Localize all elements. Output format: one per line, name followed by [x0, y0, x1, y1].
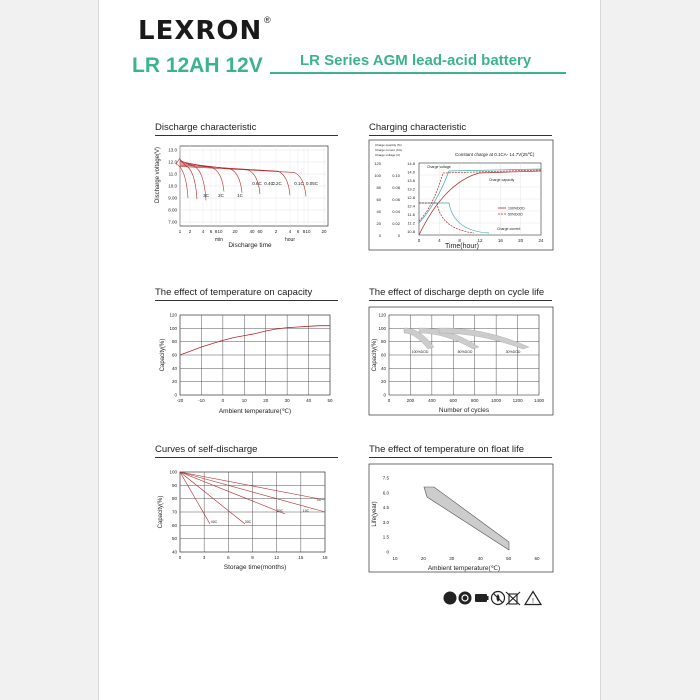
- charging-ytick-current: 0.04: [392, 209, 400, 214]
- temp-capacity-ylabel: Capacity(%): [160, 338, 166, 372]
- temp-capacity-xlabel: Ambient temperature(℃): [218, 408, 292, 415]
- temp-capacity-xtick: -20: [176, 398, 184, 403]
- cycle-life-band-label: 100%DOD: [411, 350, 429, 354]
- charging-ytick-current: 0.02: [392, 221, 400, 226]
- discharge-rate-label: 0.2C: [272, 181, 282, 186]
- series-title: LR Series AGM lead-acid battery: [300, 52, 532, 69]
- self-discharge-xtick: 6: [227, 555, 230, 560]
- discharge-xtick: 8: [302, 229, 306, 234]
- float-life-xlabel: Ambient temperature(℃): [427, 565, 501, 572]
- discharge-ytick: 7.00: [168, 219, 177, 225]
- float-life-chart: [367, 462, 557, 574]
- charging-ytick-voltage: 12.4: [407, 203, 415, 209]
- no-fire-icon: [492, 592, 505, 605]
- self-discharge-ytick: 90: [171, 482, 177, 488]
- temp-capacity-xtick: 20: [263, 398, 269, 403]
- svg-text:!: !: [532, 598, 534, 605]
- discharge-title: Discharge characteristic: [155, 122, 257, 133]
- cycle-life-ytick: 80: [380, 339, 386, 345]
- discharge-ytick: 11.0: [168, 171, 177, 177]
- charging-ytick-current: 0.08: [392, 185, 400, 190]
- temp-capacity-xtick: -10: [198, 398, 205, 403]
- charging-ytick-current: 0.06: [392, 197, 400, 202]
- label-charge-current: Charge current: [497, 227, 521, 231]
- discharge-xtick: 2: [274, 229, 278, 234]
- cycle-life-band-label: 50%DOD: [457, 350, 473, 354]
- charging-xtick: 12: [477, 238, 483, 243]
- discharge-rate-label: 0.4C: [264, 181, 274, 186]
- cycle-life-xtick: 1200: [512, 398, 523, 403]
- charging-title: Charging characteristic: [369, 122, 467, 133]
- charging-ytick-voltage: 11.2: [407, 220, 415, 226]
- float-life-xtick: 40: [477, 556, 483, 561]
- charging-ytick-current: 0: [397, 233, 400, 238]
- charging-ytick-qty: 80: [376, 185, 381, 190]
- discharge-xtick: 60: [257, 229, 263, 234]
- discharge-ylabel: Discharge voltage(V): [155, 146, 161, 204]
- charging-note: Constant charge at 0.1CA- 14.7V(25℃): [455, 152, 535, 157]
- cycle-life-xlabel: Number of cycles: [438, 407, 490, 414]
- float-life-ytick: 1.5: [382, 534, 389, 540]
- mobius-icon: [459, 592, 472, 605]
- discharge-xlabel: Discharge time: [228, 242, 272, 249]
- float-life-ytick: 6.0: [382, 490, 389, 496]
- float-life-xtick: 20: [420, 556, 426, 561]
- self-discharge-xlabel: Storage time(months): [223, 564, 287, 571]
- self-discharge-title-rule: [155, 457, 338, 458]
- discharge-ytick: 13.0: [168, 147, 177, 153]
- cycle-life-xtick: 400: [428, 398, 436, 403]
- label-charge-capacity: Charge capacity: [489, 178, 515, 182]
- self-discharge-curve-label: 30C: [244, 520, 252, 524]
- charging-xtick: 24: [538, 238, 544, 243]
- charging-col-header-qty: Charge quantity (%): [375, 143, 402, 147]
- self-discharge-ytick: 70: [171, 509, 177, 515]
- temp-capacity-chart: [150, 305, 340, 417]
- charging-xtick: 4: [438, 238, 441, 243]
- cycle-life-ytick: 0: [383, 392, 386, 398]
- cycle-life-chart: [367, 305, 557, 417]
- charging-xtick: 20: [518, 238, 524, 243]
- charging-ytick-voltage: 12.8: [407, 194, 415, 200]
- cycle-life-ytick: 40: [380, 365, 386, 371]
- cycle-life-xtick: 1400: [533, 398, 545, 403]
- self-discharge-chart: [150, 462, 340, 574]
- cycle-life-ytick: 20: [380, 379, 386, 385]
- recycle-icon: [444, 592, 457, 605]
- float-life-xtick: 60: [534, 556, 540, 561]
- model-title: LR 12AH 12V: [132, 54, 263, 77]
- discharge-xtick: 6: [209, 229, 213, 234]
- charging-xlabel: Time(hour): [445, 243, 479, 250]
- discharge-rate-label: 0.1C: [294, 181, 304, 186]
- battery-icon: [475, 594, 489, 602]
- discharge-xtick: 20: [321, 229, 327, 234]
- float-life-ytick: 3.0: [382, 519, 389, 525]
- discharge-title-rule: [155, 135, 338, 136]
- cycle-life-xtick: 1000: [491, 398, 502, 403]
- cycle-life-xtick: 800: [470, 398, 479, 403]
- registered-mark: ®: [264, 15, 271, 25]
- discharge-ytick: 9.00: [168, 195, 177, 201]
- brand-logo: LEXRON: [138, 16, 263, 46]
- cycle-life-ytick: 60: [380, 352, 386, 358]
- discharge-xtick: 6: [296, 229, 300, 234]
- self-discharge-ytick: 50: [171, 536, 177, 542]
- discharge-ytick: 10.0: [168, 183, 177, 189]
- self-discharge-ytick: 80: [171, 496, 177, 502]
- discharge-rate-label: 0.05C: [305, 181, 319, 186]
- compliance-icons: [443, 590, 543, 606]
- float-life-xtick: 30: [449, 556, 455, 561]
- weee-bin-icon: [506, 592, 520, 605]
- cycle-life-xtick: 600: [449, 398, 458, 403]
- charging-ytick-qty: 40: [376, 209, 381, 214]
- discharge-rate-label: 1C: [237, 193, 243, 198]
- temp-capacity-xtick: 30: [284, 398, 290, 403]
- discharge-xtick: 2: [188, 229, 192, 234]
- svg-text:♻: ♻: [446, 594, 454, 603]
- temp-capacity-xtick: 40: [306, 398, 312, 403]
- cycle-life-title-rule: [369, 300, 552, 301]
- temp-capacity-xtick: 10: [241, 398, 247, 403]
- legend-50dod: 50%DOD: [508, 212, 523, 217]
- float-life-ytick: 0: [386, 549, 389, 555]
- temp-capacity-title-rule: [155, 300, 338, 301]
- discharge-rate-label: 3C: [203, 193, 209, 198]
- charging-chart: [367, 138, 557, 253]
- self-discharge-xtick: 15: [298, 555, 304, 560]
- discharge-xtick: 40: [249, 229, 255, 234]
- float-life-xtick: 50: [506, 556, 512, 561]
- charging-ytick-voltage: 13.2: [407, 186, 415, 192]
- float-life-ytick: 4.5: [382, 505, 389, 511]
- temp-capacity-ytick: 80: [171, 339, 177, 345]
- charging-ytick-voltage: 11.6: [407, 211, 415, 217]
- temp-capacity-title: The effect of temperature on capacity: [155, 287, 313, 298]
- self-discharge-curve-label: 10C: [302, 509, 310, 513]
- discharge-ytick: 8.00: [168, 207, 177, 213]
- charging-ytick-qty: 100: [374, 173, 381, 178]
- charging-ytick-voltage: 10.8: [407, 228, 415, 234]
- discharge-xtick: 10: [217, 229, 223, 234]
- self-discharge-ytick: 60: [171, 522, 177, 528]
- self-discharge-title: Curves of self-discharge: [155, 444, 258, 455]
- cycle-life-band-label: 30%DOD: [505, 350, 521, 354]
- cycle-life-title: The effect of discharge depth on cycle life: [369, 287, 545, 298]
- self-discharge-ylabel: Capacity(%): [158, 495, 164, 529]
- charging-col-header-current: Charge current (CA): [375, 148, 403, 152]
- discharge-xtick: 1: [178, 229, 182, 234]
- temp-capacity-ytick: 20: [171, 379, 177, 385]
- cycle-life-ytick: 120: [378, 312, 386, 318]
- discharge-xtick: 20: [232, 229, 238, 234]
- label-charge-voltage: Charge voltage: [427, 165, 451, 169]
- self-discharge-ytick: 100: [169, 469, 177, 475]
- warning-icon: [525, 592, 541, 606]
- charging-ytick-qty: 120: [374, 161, 381, 166]
- temp-capacity-xtick: 50: [327, 398, 333, 403]
- charging-ytick-voltage: 14.0: [407, 169, 415, 175]
- charging-title-rule: [369, 135, 552, 136]
- self-discharge-xtick: 18: [322, 555, 328, 560]
- self-discharge-curve-label: 0C: [316, 498, 322, 502]
- temp-capacity-ytick: 0: [174, 392, 177, 398]
- self-discharge-xtick: 9: [251, 555, 254, 560]
- charging-xtick: 8: [458, 238, 461, 243]
- discharge-chart: [150, 138, 340, 253]
- discharge-unit-min: min: [215, 237, 224, 243]
- charging-xtick: 16: [497, 238, 503, 243]
- cycle-life-ylabel: Capacity(%): [372, 338, 378, 372]
- charging-ytick-voltage: 14.8: [407, 161, 415, 166]
- discharge-unit-hour: hour: [285, 237, 296, 243]
- self-discharge-xtick: 12: [274, 555, 280, 560]
- self-discharge-xtick: 0: [178, 555, 182, 560]
- self-discharge-xtick: 3: [202, 555, 206, 560]
- discharge-rate-label: 2C: [218, 193, 224, 198]
- charging-col-header-voltage: Charge voltage (V): [375, 153, 401, 157]
- discharge-xtick: 4: [288, 229, 292, 234]
- charging-ytick-voltage: 13.6: [407, 177, 415, 183]
- discharge-xtick: 4: [201, 229, 205, 234]
- float-life-xtick: 10: [392, 556, 398, 561]
- temp-capacity-ytick: 40: [171, 365, 177, 371]
- discharge-ytick: 12.0: [168, 159, 177, 165]
- temp-capacity-ytick: 120: [169, 312, 177, 318]
- series-underline: [270, 72, 566, 74]
- charging-ytick-current: 0.10: [392, 173, 400, 178]
- temp-capacity-xtick: 0: [221, 398, 225, 403]
- float-life-title: The effect of temperature on float life: [369, 444, 525, 455]
- temp-capacity-ytick: 100: [169, 325, 177, 331]
- legend-100dod: 100%DOD: [508, 206, 525, 211]
- cycle-life-xtick: 0: [387, 398, 391, 403]
- charging-ytick-qty: 0: [378, 233, 381, 238]
- float-life-title-rule: [369, 457, 552, 458]
- cycle-life-ytick: 100: [378, 325, 386, 331]
- discharge-rate-label: 0.6C: [252, 181, 262, 186]
- discharge-xtick: 10: [305, 229, 311, 234]
- self-discharge-curve-label: 20C: [276, 509, 284, 513]
- float-life-ytick: 7.5: [382, 475, 389, 481]
- charging-ytick-qty: 20: [376, 221, 381, 226]
- cycle-life-xtick: 200: [406, 398, 415, 403]
- self-discharge-curve-label: 40C: [210, 520, 218, 524]
- charging-xtick: 0: [417, 238, 421, 243]
- charging-ytick-qty: 60: [376, 197, 381, 202]
- float-life-ylabel: Life(year): [372, 501, 378, 527]
- self-discharge-ytick: 40: [171, 549, 177, 555]
- temp-capacity-ytick: 60: [171, 352, 177, 358]
- discharge-xtick: 8: [214, 229, 218, 234]
